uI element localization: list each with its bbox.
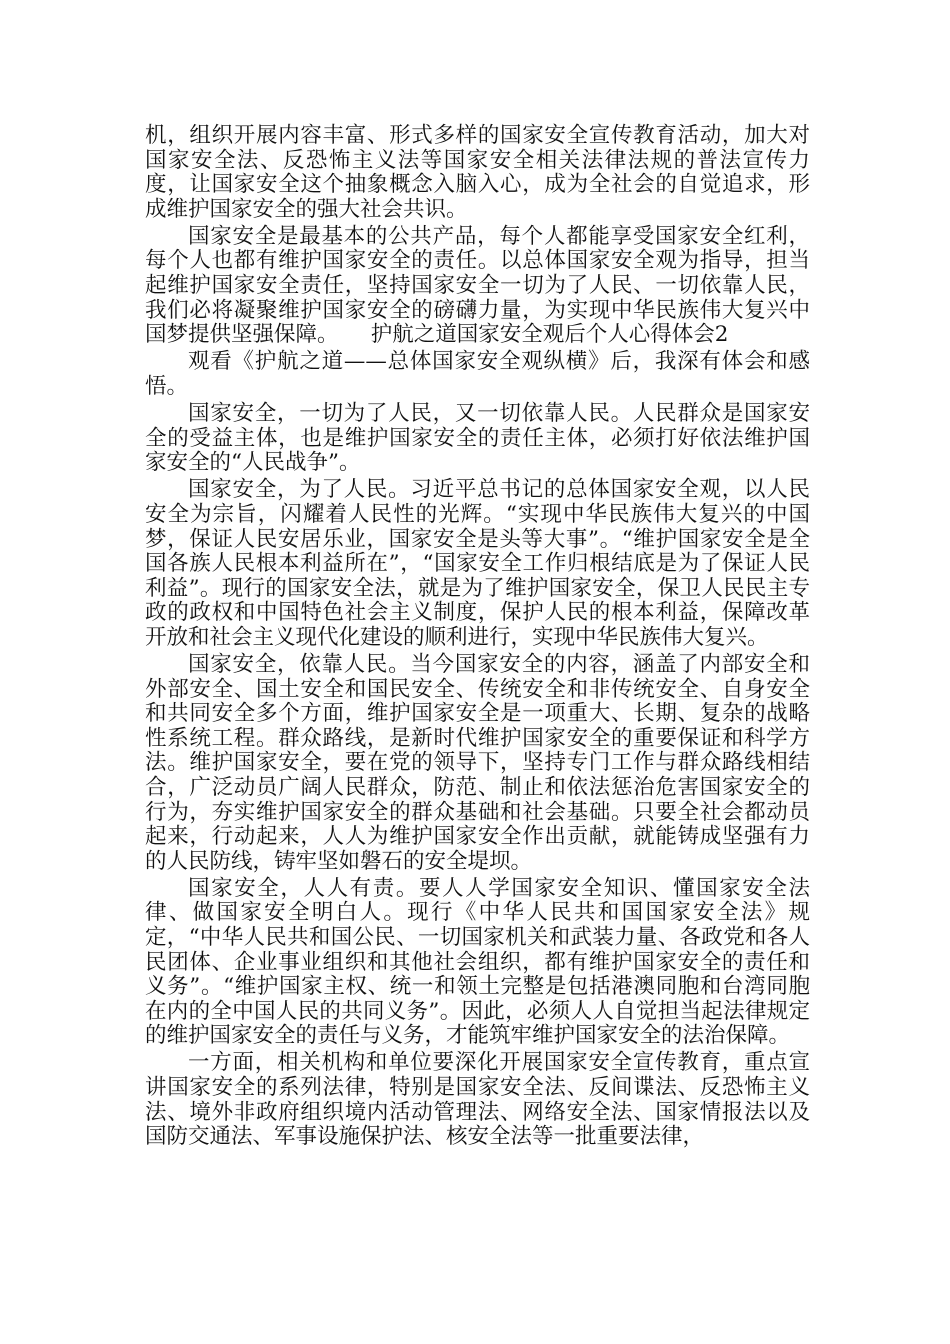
paragraph: 国家安全，一切为了人民，又一切依靠人民。人民群众是国家安全的受益主体，也是维护国家安全的责任主体，必须打好依法维护国家安全的“人民战争”。 bbox=[145, 401, 810, 476]
paragraph-continuation: 机，组织开展内容丰富、形式多样的国家安全宣传教育活动，加大对国家安全法、反恐怖主义法等国家安全相关法律法规的普法宣传力度，让国家安全这个抽象概念入脑入心，成为全社会的自觉追求，形成维护国家安全的强大社会共识。 bbox=[145, 123, 810, 222]
document-body bbox=[145, 124, 810, 1152]
paragraph: 国家安全，人人有责。要人人学国家安全知识、懂国家安全法律、做国家安全明白人。现行《中华人民共和国国家安全法》规定，“中华人民共和国公民、一切国家机关和武装力量、各政党和各人民团体、企业事业组织和其他社会组织，都有维护国家安全的责任和义务”。“维护国家主权、统一和领土完整是包括港澳同胞和台湾同胞在内的全中国人民的共同义务”。因此，必须人人自觉担当起法律规定的维护国家安全的责任与义务，才能筑牢维护国家安全的法治保障。 bbox=[145, 875, 810, 1049]
paragraph: 国家安全，依靠人民。当今国家安全的内容，涵盖了内部安全和外部安全、国土安全和国民安全、传统安全和非传统安全、自身安全和共同安全多个方面，维护国家安全是一项重大、长期、复杂的战略性系统工程。群众路线，是新时代维护国家安全的重要保证和科学方法。维护国家安全，要在党的领导下，坚持专门工作与群众路线相结合，广泛动员广阔人民群众，防范、制止和依法惩治危害国家安全的行为，夯实维护国家安全的群众基础和社会基础。只要全社会都动员起来，行动起来，人人为维护国家安全作出贡献，就能铸成坚强有力的人民防线，铸牢坚如磐石的安全堤坝。 bbox=[145, 651, 810, 874]
paragraph: 国家安全是最基本的公共产品，每个人都能享受国家安全红利，每个人也都有维护国家安全的责任。以总体国家安全观为指导，担当起维护国家安全责任，坚持国家安全一切为了人民、一切依靠人民，我们必将凝聚维护国家安全的磅礴力量，为实现中华民族伟大复兴中国梦提供坚强保障。 护航之道国家安全观后个人心得体会2 bbox=[145, 223, 810, 348]
paragraph: 观看《护航之道——总体国家安全观纵横》后，我深有体会和感悟。 bbox=[145, 349, 810, 399]
paragraph: 一方面，相关机构和单位要深化开展国家安全宣传教育，重点宣讲国家安全的系列法律，特别是国家安全法、反间谍法、反恐怖主义法、境外非政府组织境内活动管理法、网络安全法、国家情报法以及国防交通法、军事设施保护法、核安全法等一批重要法律， bbox=[145, 1050, 810, 1150]
paragraph: 国家安全，为了人民。习近平总书记的总体国家安全观，以人民安全为宗旨，闪耀着人民性的光辉。“实现中华民族伟大复兴的中国梦，保证人民安居乐业，国家安全是头等大事”。“维护国家安全是全国各族人民根本利益所在”，“国家安全工作归根结底是为了保证人民利益”。现行的国家安全法，就是为了维护国家安全，保卫人民民主专政的政权和中国特色社会主义制度，保护人民的根本利益，保障改革开放和社会主义现代化建设的顺利进行，实现中华民族伟大复兴。 bbox=[145, 477, 810, 650]
